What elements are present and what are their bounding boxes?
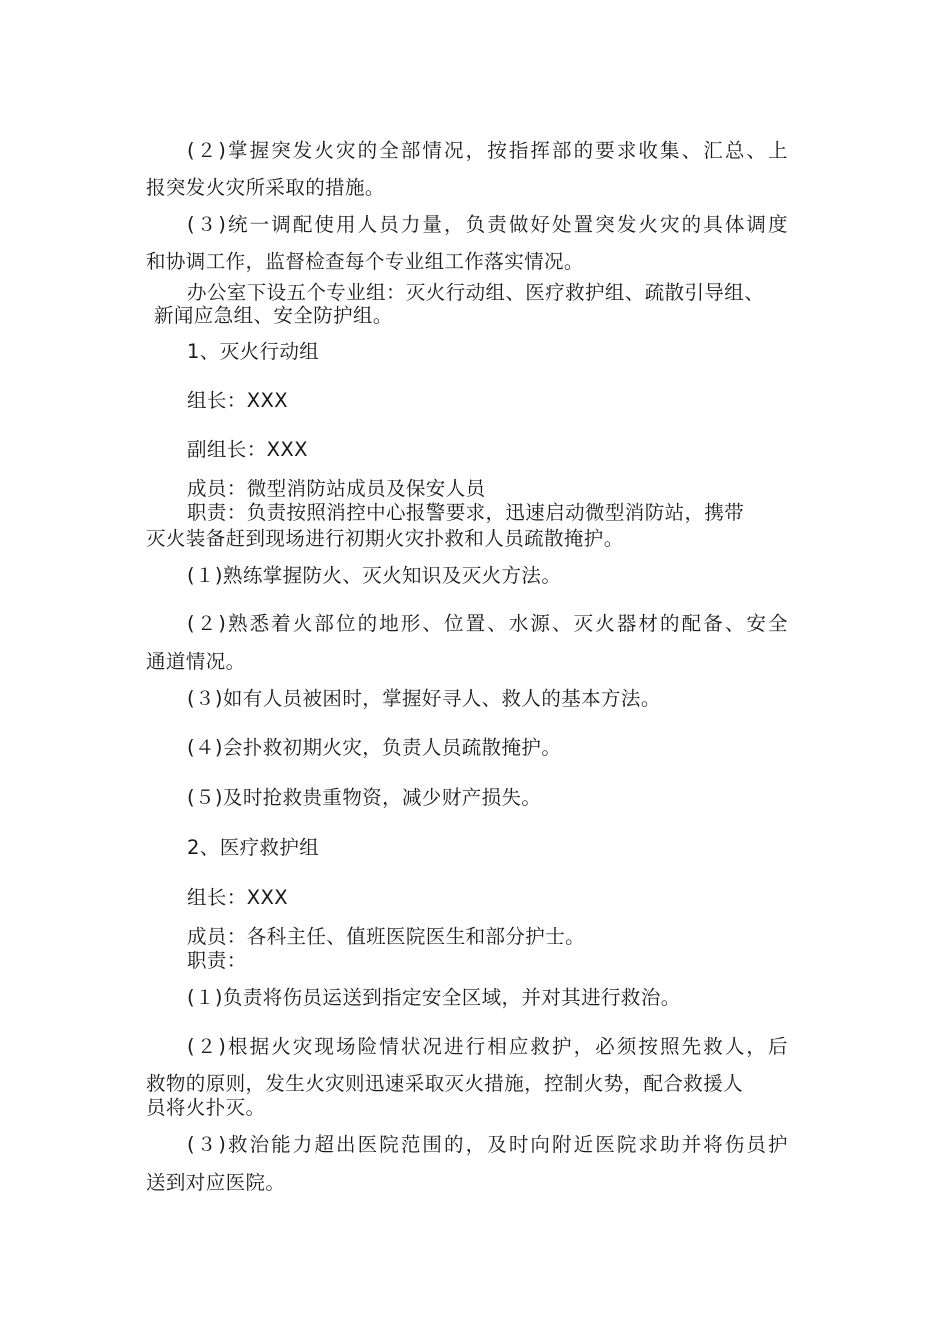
paragraph-line: 成员：各科主任、值班医院医生和部分护士。 [187,925,586,948]
paragraph-line: 救物的原则，发生火灾则迅速采取灭火措施，控制火势，配合救援人 [146,1072,744,1095]
paragraph-line: 副组长：XXX [187,438,308,461]
paragraph-line: 组长：XXX [187,886,288,909]
paragraph-line: (１)熟练掌握防火、灭火知识及灭火方法。 [187,564,562,587]
paragraph-line: 员将火扑灭。 [146,1096,266,1119]
paragraph-line: (３)统一调配使用人员力量，负责做好处置突发火灾的具体调度 [187,213,790,236]
paragraph-line: 通道情况。 [146,650,246,673]
paragraph-line: (２)掌握突发火灾的全部情况，按指挥部的要求收集、汇总、上 [187,139,790,162]
paragraph-line: 新闻应急组、安全防护组。 [154,304,393,327]
paragraph-line: (２)熟悉着火部位的地形、位置、水源、灭火器材的配备、安全 [187,612,790,635]
paragraph-line: 和协调工作，监督检查每个专业组工作落实情况。 [146,250,584,273]
paragraph-line: 组长：XXX [187,389,288,412]
section-heading: 1、灭火行动组 [187,340,320,363]
section-heading: 2、医疗救护组 [187,836,320,859]
paragraph-line: 职责：负责按照消控中心报警要求，迅速启动微型消防站，携带 [187,501,745,524]
paragraph-line: (３)如有人员被困时，掌握好寻人、救人的基本方法。 [187,687,661,710]
paragraph-line: 职责： [187,949,247,972]
paragraph-line: 报突发火灾所采取的措施。 [146,176,385,199]
paragraph-line: 灭火装备赶到现场进行初期火灾扑救和人员疏散掩护。 [146,527,624,550]
paragraph-line: (３)救治能力超出医院范围的，及时向附近医院求助并将伤员护 [187,1133,790,1156]
paragraph-line: (１)负责将伤员运送到指定安全区域，并对其进行救治。 [187,986,681,1009]
paragraph-line: 成员：微型消防站成员及保安人员 [187,477,486,500]
paragraph-line: 办公室下设五个专业组：灭火行动组、医疗救护组、疏散引导组、 [187,281,765,304]
paragraph-line: (２)根据火灾现场险情状况进行相应救护，必须按照先救人，后 [187,1035,790,1058]
paragraph-line: (４)会扑救初期火灾，负责人员疏散掩护。 [187,736,562,759]
paragraph-line: 送到对应医院。 [146,1171,286,1194]
paragraph-line: (５)及时抢救贵重物资，减少财产损失。 [187,786,542,809]
